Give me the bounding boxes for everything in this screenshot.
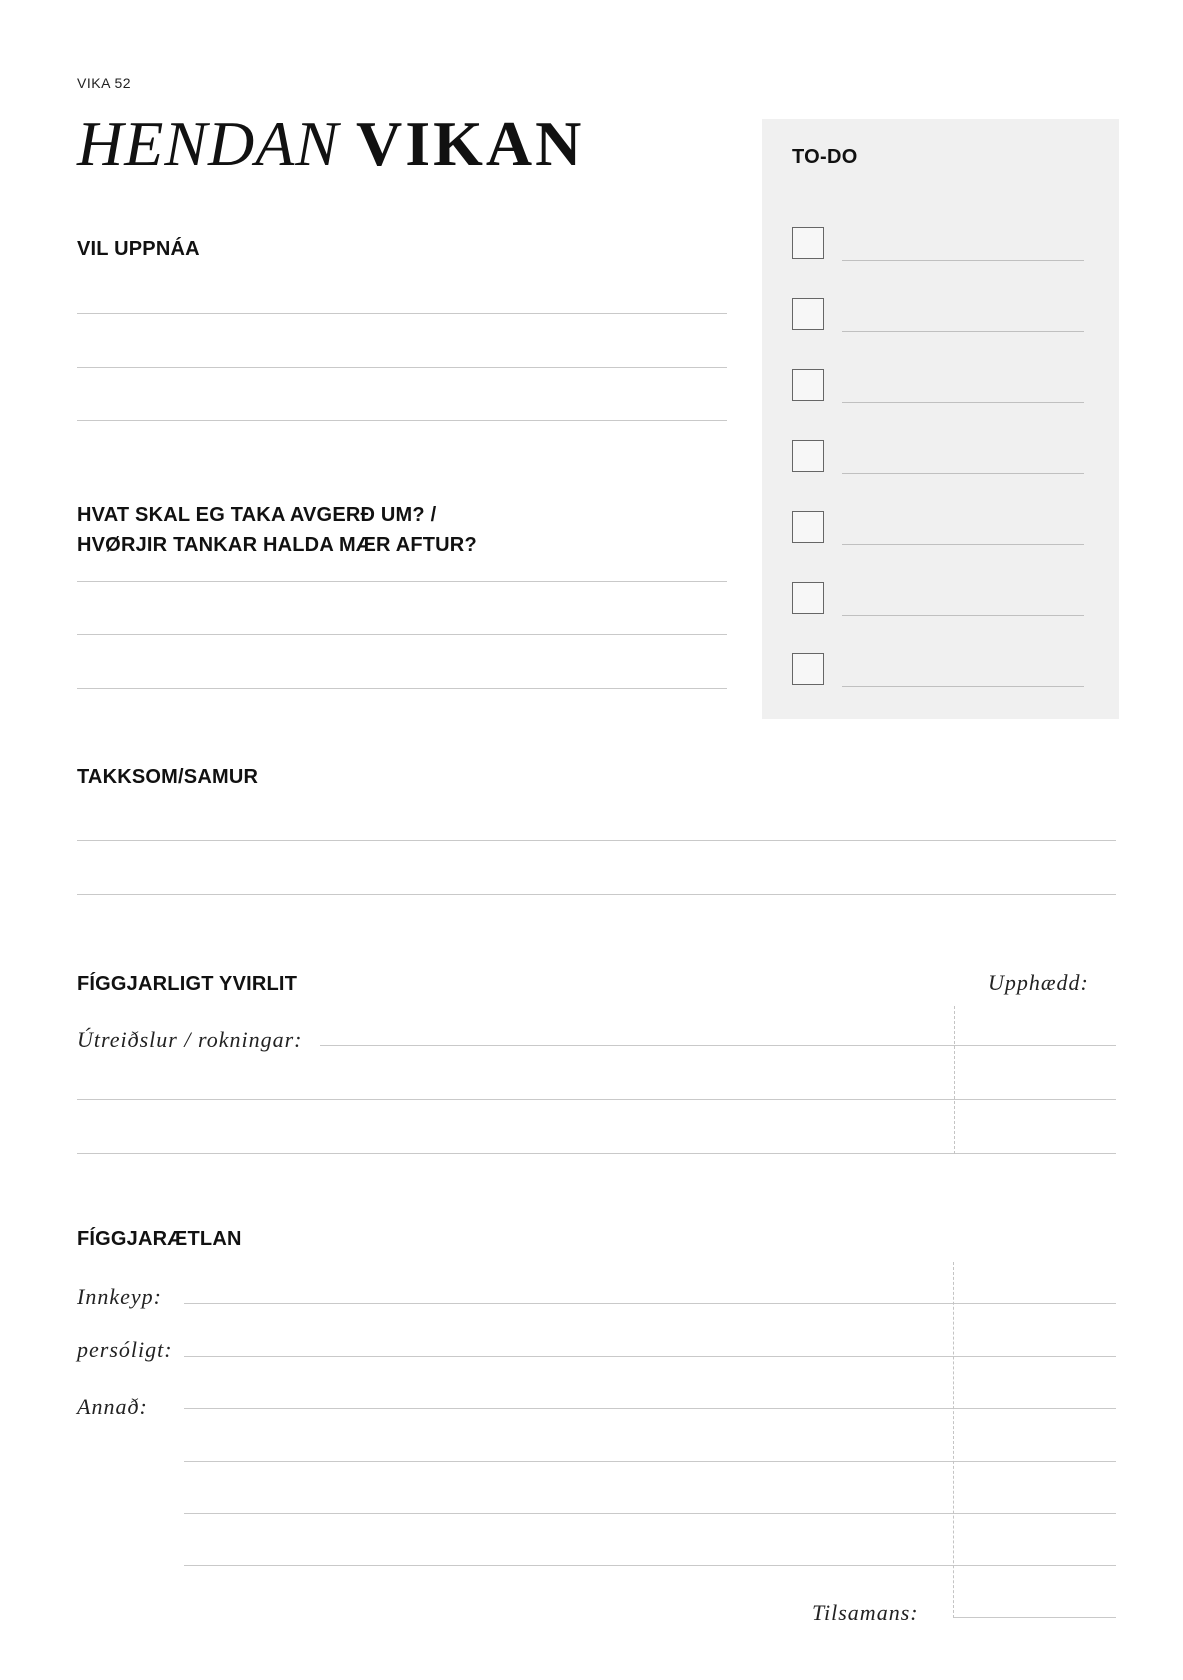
purchases-label: Innkeyp: bbox=[77, 1284, 162, 1309]
todo-writing-line[interactable] bbox=[842, 331, 1084, 332]
todo-title: TO-DO bbox=[792, 146, 858, 168]
writing-line[interactable] bbox=[77, 313, 727, 314]
page-title-italic: HENDAN bbox=[77, 108, 339, 179]
writing-line[interactable] bbox=[77, 894, 1116, 895]
page-title bbox=[77, 108, 584, 180]
week-label: VIKA 52 bbox=[77, 75, 132, 91]
section-heading-finance-overview: FÍGGJARLIGT YVIRLIT bbox=[77, 973, 298, 995]
todo-item[interactable] bbox=[792, 369, 1084, 405]
todo-writing-line[interactable] bbox=[842, 260, 1084, 261]
todo-item[interactable] bbox=[792, 227, 1084, 263]
writing-line[interactable] bbox=[77, 688, 727, 689]
amount-column-divider bbox=[954, 1006, 955, 1154]
budget-amount-divider bbox=[953, 1262, 954, 1618]
amount-column-label: Upphædd: bbox=[988, 970, 1089, 995]
todo-item[interactable] bbox=[792, 653, 1084, 689]
page-title-bold: VIKAN bbox=[356, 108, 585, 179]
writing-line[interactable] bbox=[77, 634, 727, 635]
todo-writing-line[interactable] bbox=[842, 473, 1084, 474]
todo-writing-line[interactable] bbox=[842, 544, 1084, 545]
writing-line[interactable] bbox=[77, 1099, 1116, 1100]
section-heading-gratitude: TAKKSOM/SAMUR bbox=[77, 766, 259, 788]
todo-checkbox[interactable] bbox=[792, 653, 824, 685]
todo-checkbox[interactable] bbox=[792, 440, 824, 472]
section-heading-decisions-line1: HVAT SKAL EG TAKA AVGERÐ UM? / bbox=[77, 504, 437, 526]
todo-checkbox[interactable] bbox=[792, 369, 824, 401]
writing-line[interactable] bbox=[77, 840, 1116, 841]
writing-line[interactable] bbox=[184, 1513, 1116, 1514]
todo-checkbox[interactable] bbox=[792, 511, 824, 543]
writing-line[interactable] bbox=[184, 1356, 1116, 1357]
todo-item[interactable] bbox=[792, 298, 1084, 334]
writing-line[interactable] bbox=[77, 581, 727, 582]
todo-writing-line[interactable] bbox=[842, 686, 1084, 687]
writing-line[interactable] bbox=[184, 1565, 1116, 1566]
todo-checkbox[interactable] bbox=[792, 298, 824, 330]
todo-checkbox[interactable] bbox=[792, 227, 824, 259]
todo-item[interactable] bbox=[792, 511, 1084, 547]
writing-line[interactable] bbox=[184, 1408, 1116, 1409]
todo-item[interactable] bbox=[792, 440, 1084, 476]
section-heading-decisions-line2: HVØRJIR TANKAR HALDA MÆR AFTUR? bbox=[77, 534, 477, 556]
writing-line[interactable] bbox=[77, 367, 727, 368]
todo-writing-line[interactable] bbox=[842, 615, 1084, 616]
writing-line[interactable] bbox=[184, 1461, 1116, 1462]
section-heading-budget: FÍGGJARÆTLAN bbox=[77, 1228, 242, 1250]
total-label: Tilsamans: bbox=[812, 1600, 919, 1625]
writing-line[interactable] bbox=[320, 1045, 1116, 1046]
section-heading-decisions bbox=[77, 500, 477, 560]
other-label: Annað: bbox=[77, 1394, 148, 1419]
total-amount-line[interactable] bbox=[954, 1617, 1116, 1618]
writing-line[interactable] bbox=[77, 420, 727, 421]
todo-item[interactable] bbox=[792, 582, 1084, 618]
personal-label: persóligt: bbox=[77, 1337, 173, 1362]
writing-line[interactable] bbox=[77, 1153, 1116, 1154]
todo-checkbox[interactable] bbox=[792, 582, 824, 614]
todo-writing-line[interactable] bbox=[842, 402, 1084, 403]
section-heading-goals: VIL UPPNÁA bbox=[77, 238, 200, 260]
expenses-label: Útreiðslur / rokningar: bbox=[77, 1027, 303, 1052]
writing-line[interactable] bbox=[184, 1303, 1116, 1304]
todo-panel bbox=[762, 119, 1119, 719]
